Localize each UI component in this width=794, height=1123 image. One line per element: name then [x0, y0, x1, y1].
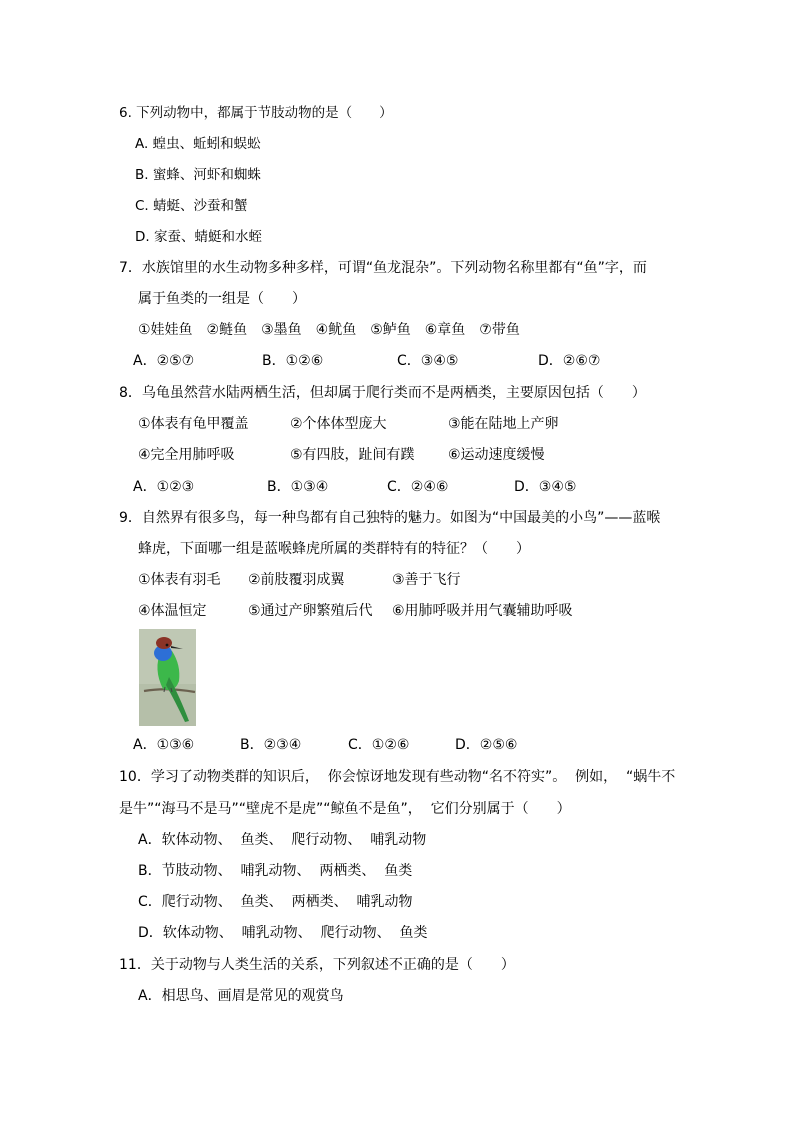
q8-item-1: ①体表有龟甲覆盖 — [138, 416, 249, 432]
q8-item-5: ⑤有四肢，趾间有蹼 — [290, 447, 415, 463]
q8-item-4: ④完全用肺呼吸 — [138, 447, 235, 463]
q9-option-c: C．①②⑥ — [348, 737, 410, 753]
q6-stem: 6. 下列动物中，都属于节肢动物的是（ ） — [119, 105, 393, 121]
q10-option-b: B．节肢动物、 哺乳动物、 两栖类、 鱼类 — [138, 863, 413, 879]
q9-item-4: ④体温恒定 — [138, 603, 207, 619]
q9-item-1: ①体表有羽毛 — [138, 572, 221, 588]
q10-option-c: C．爬行动物、 鱼类、 两栖类、 哺乳动物 — [138, 894, 413, 910]
q11-stem: 11．关于动物与人类生活的关系，下列叙述不正确的是（ ） — [119, 957, 515, 973]
q7-option-c: C．③④⑤ — [397, 353, 459, 369]
q10-stem-line2: 是牛”“海马不是马”“壁虎不是虎”“鲸鱼不是鱼”， 它们分别属于（ ） — [119, 801, 571, 817]
q7-stem-line2: 属于鱼类的一组是（ ） — [138, 291, 306, 307]
q9-item-5: ⑤通过产卵繁殖后代 — [248, 603, 373, 619]
q8-option-d: D．③④⑤ — [514, 479, 577, 495]
q6-option-b: B. 蜜蜂、河虾和蜘蛛 — [135, 167, 261, 183]
q9-item-6: ⑥用肺呼吸并用气囊辅助呼吸 — [392, 603, 573, 619]
q9-option-b: B．②③④ — [240, 737, 302, 753]
q9-item-3: ③善于飞行 — [392, 572, 461, 588]
q9-stem-line2: 蜂虎，下面哪一组是蓝喉蜂虎所属的类群特有的特征？（ ） — [138, 541, 530, 557]
q8-item-2: ②个体体型庞大 — [290, 416, 387, 432]
q9-option-a: A．①③⑥ — [133, 737, 195, 753]
q6-option-d: D. 家蚕、蜻蜓和水蛭 — [135, 229, 262, 245]
q8-option-b: B．①③④ — [267, 479, 329, 495]
q7-option-d: D．②⑥⑦ — [538, 353, 601, 369]
q10-stem-line1: 10．学习了动物类群的知识后， 你会惊讶地发现有些动物“名不符实”。 例如， “蜗牛不 — [119, 769, 676, 785]
q7-option-b: B．①②⑥ — [262, 353, 324, 369]
q9-option-d: D．②⑤⑥ — [455, 737, 518, 753]
q8-item-3: ③能在陆地上产卵 — [448, 416, 559, 432]
q7-option-a: A．②⑤⑦ — [133, 353, 195, 369]
q7-stem-line1: 7．水族馆里的水生动物多种多样，可谓“鱼龙混杂”。下列动物名称里都有“鱼”字，而 — [119, 260, 647, 276]
q8-item-6: ⑥运动速度缓慢 — [448, 447, 545, 463]
q6-option-a: A. 蝗虫、蚯蚓和蜈蚣 — [135, 136, 261, 152]
q8-option-c: C．②④⑥ — [387, 479, 449, 495]
q11-option-a: A．相思鸟、画眉是常见的观赏鸟 — [138, 988, 344, 1004]
q10-option-d: D．软体动物、 哺乳动物、 爬行动物、 鱼类 — [138, 925, 428, 941]
q10-option-a: A．软体动物、 鱼类、 爬行动物、 哺乳动物 — [138, 832, 427, 848]
q6-option-c: C. 蜻蜓、沙蚕和蟹 — [135, 198, 248, 214]
q8-stem: 8．乌龟虽然营水陆两栖生活，但却属于爬行类而不是两栖类，主要原因包括（ ） — [119, 385, 646, 401]
q8-option-a: A．①②③ — [133, 479, 195, 495]
q7-items: ①娃娃鱼 ②鲢鱼 ③墨鱼 ④鱿鱼 ⑤鲈鱼 ⑥章鱼 ⑦带鱼 — [138, 322, 520, 338]
q9-item-2: ②前肢覆羽成翼 — [248, 572, 345, 588]
q9-stem-line1: 9．自然界有很多鸟，每一种鸟都有自己独特的魅力。如图为“中国最美的小鸟”——蓝喉 — [119, 510, 661, 526]
bird-photo — [139, 629, 196, 726]
